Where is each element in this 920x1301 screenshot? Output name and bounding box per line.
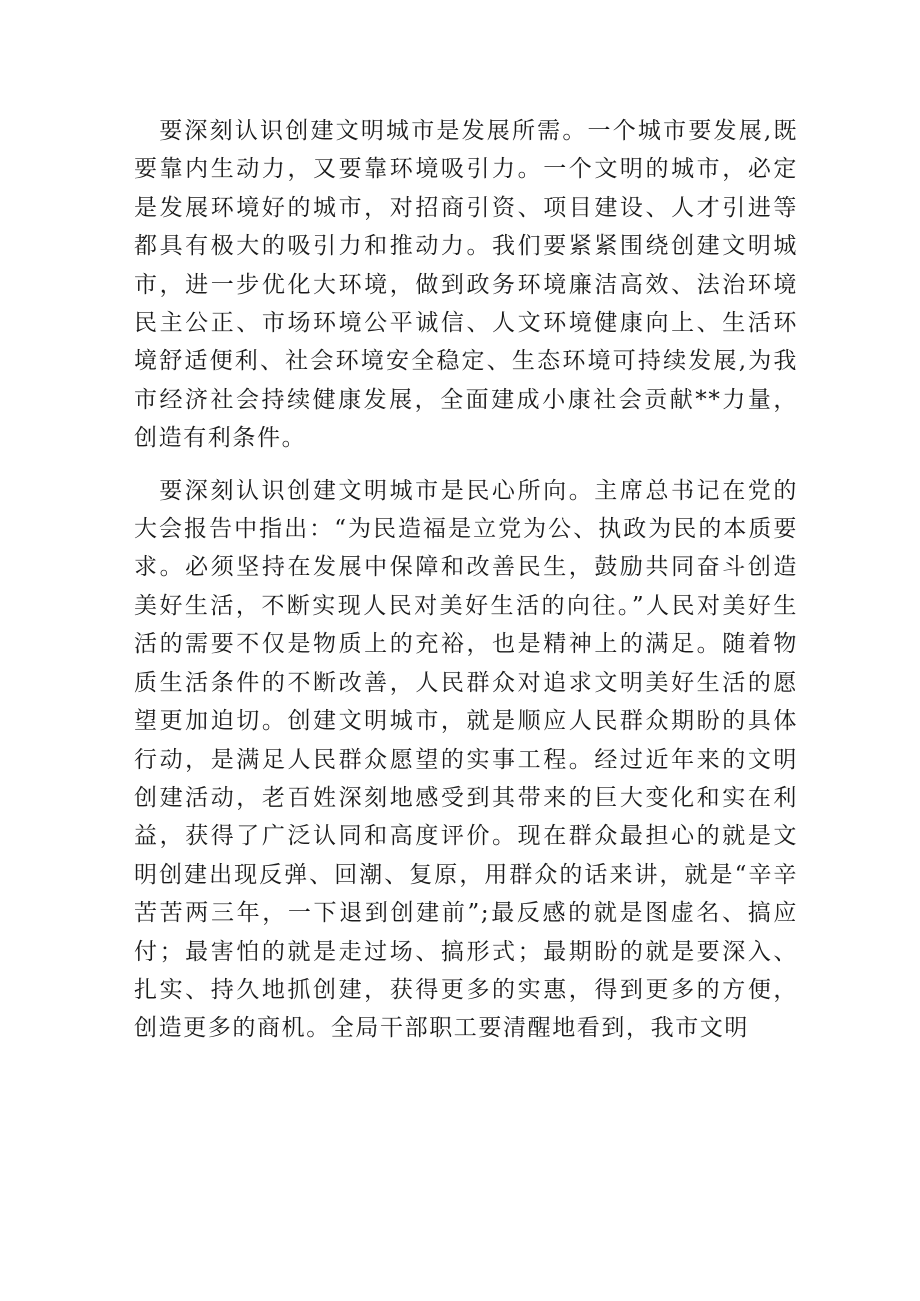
document-body <box>134 112 798 1062</box>
paragraph-public-will: 要深刻认识创建文明城市是民心所向。主席总书记在党的大会报告中指出：“为民造福是立党为公、执政为民的本质要求。必须坚持在发展中保障和改善民生，鼓励共同奋斗创造美好生活，不断实现人民对美好生活的向往。”人民对美好生活的需要不仅是物质上的充裕，也是精神上的满足。随着物质生活条件的不断改善，人民群众对追求文明美好生活的愿望更加迫切。创建文明城市，就是顺应人民群众期盼的具体行动，是满足人民群众愿望的实事工程。经过近年来的文明创建活动，老百姓深刻地感受到其带来的巨大变化和实在利益，获得了广泛认同和高度评价。现在群众最担心的就是文明创建出现反弹、回潮、复原，用群众的话来讲，就是“辛辛苦苦两三年，一下退到创建前”;最反感的就是图虚名、搞应付；最害怕的就是走过场、搞形式；最期盼的就是要深入、扎实、持久地抓创建，获得更多的实惠，得到更多的方便，创造更多的商机。全局干部职工要清醒地看到，我市文明 <box>134 477 798 1042</box>
paragraph-development-needs: 要深刻认识创建文明城市是发展所需。一个城市要发展,既要靠内生动力，又要靠环境吸引力。一个文明的城市，必定是发展环境好的城市，对招商引资、项目建设、人才引进等都具有极大的吸引力和推动力。我们要紧紧围绕创建文明城市，进一步优化大环境，做到政务环境廉洁高效、法治环境民主公正、市场环境公平诚信、人文环境健康向上、生活环境舒适便利、社会环境安全稳定、生态环境可持续发展,为我市经济社会持续健康发展，全面建成小康社会贡献**力量，创造有利条件。 <box>134 118 798 452</box>
